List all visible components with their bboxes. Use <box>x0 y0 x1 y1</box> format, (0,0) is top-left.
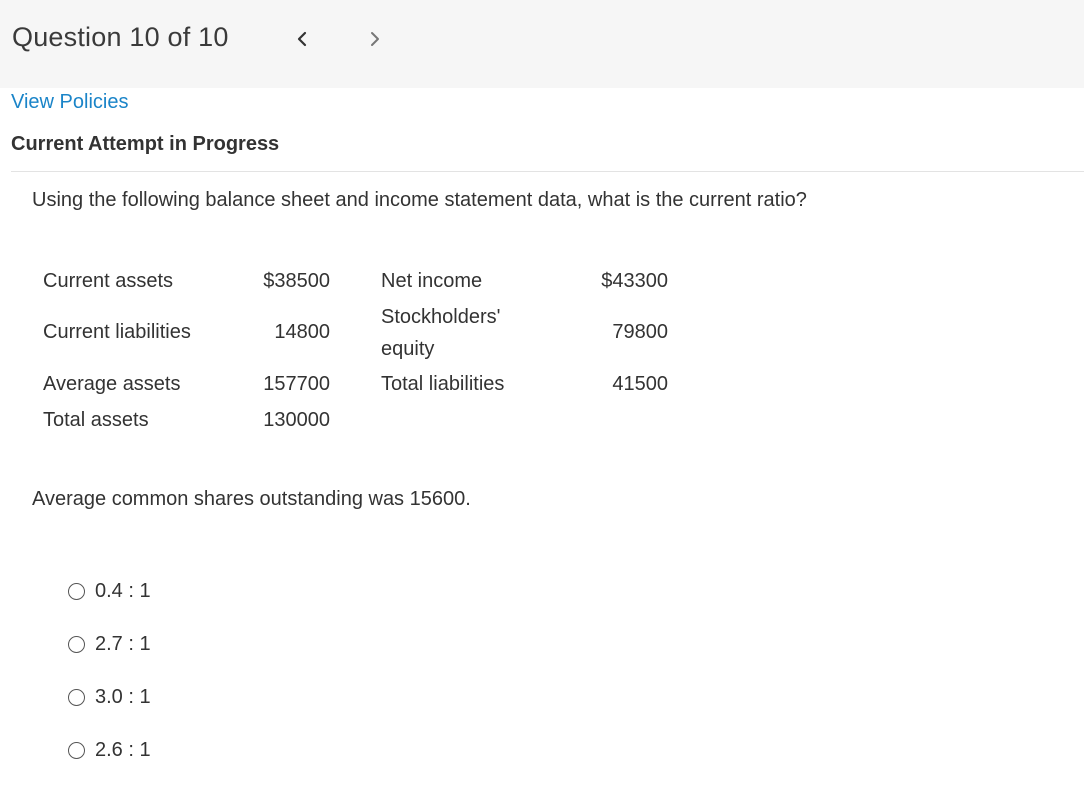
table-label: Stockholders' <box>381 306 501 328</box>
attempt-status: Current Attempt in Progress <box>11 133 280 155</box>
radio-button[interactable] <box>68 583 85 600</box>
question-counter: Question 10 of 10 <box>12 22 229 52</box>
table-label: equity <box>381 338 435 360</box>
table-label: Total assets <box>43 409 149 431</box>
next-question-button[interactable] <box>360 22 390 56</box>
answer-option-label: 0.4 : 1 <box>95 579 151 602</box>
table-value: 14800 <box>274 321 330 343</box>
table-value: 157700 <box>263 373 330 395</box>
chevron-right-icon <box>369 31 381 47</box>
answer-option-label: 2.7 : 1 <box>95 632 151 655</box>
answer-option[interactable] <box>68 630 151 658</box>
table-value: 130000 <box>263 409 330 431</box>
answer-option[interactable] <box>68 736 151 764</box>
table-value: 41500 <box>612 373 668 395</box>
radio-button[interactable] <box>68 689 85 706</box>
question-prompt: Using the following balance sheet and income statement data, what is the current ratio? <box>32 189 807 211</box>
answer-option-label: 2.6 : 1 <box>95 738 151 761</box>
table-label: Current assets <box>43 270 174 292</box>
table-value: 79800 <box>612 321 668 343</box>
question-note: Average common shares outstanding was 15600. <box>32 488 471 510</box>
table-value: $38500 <box>263 270 330 292</box>
table-label: Net income <box>381 270 483 292</box>
answer-option-label: 3.0 : 1 <box>95 685 151 708</box>
radio-button[interactable] <box>68 636 85 653</box>
question-header <box>0 0 1084 88</box>
chevron-left-icon <box>296 31 308 47</box>
table-label: Current liabilities <box>43 321 191 343</box>
table-label: Average assets <box>43 373 181 395</box>
table-label: Total liabilities <box>381 373 505 395</box>
table-value: $43300 <box>601 270 668 292</box>
previous-question-button[interactable] <box>287 22 317 56</box>
answer-option[interactable] <box>68 577 151 605</box>
radio-button[interactable] <box>68 742 85 759</box>
view-policies-link[interactable]: View Policies <box>11 91 129 113</box>
answer-option[interactable] <box>68 683 151 711</box>
